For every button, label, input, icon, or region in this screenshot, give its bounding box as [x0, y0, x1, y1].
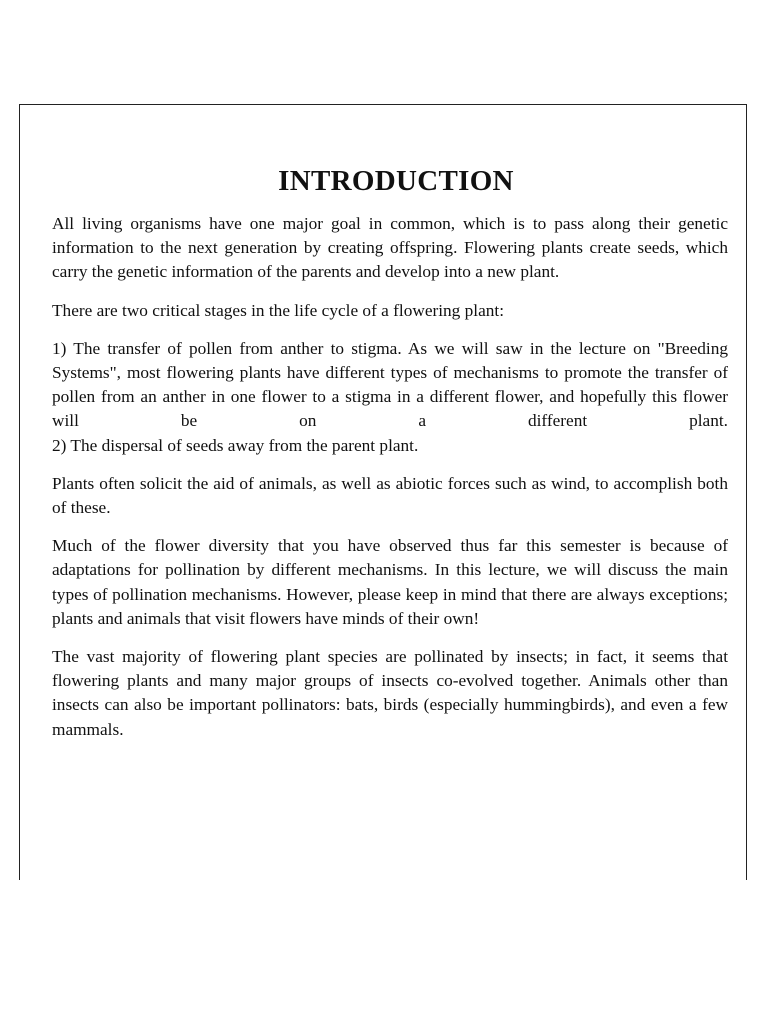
stages-list [52, 337, 728, 458]
paragraph-intro: All living organisms have one major goal in common, which is to pass along their genetic information to the next generation by creating offspring. Flowering plants create seeds, which carry the genetic information of the parents and develop into a new plant. [52, 214, 728, 282]
list-item-pollen-transfer: 1) The transfer of pollen from anther to stigma. As we will saw in the lecture on "Breeding Systems", most flowering plants have different types of mechanisms to promote the transfer of pollen from an anther in one flower to a stigma in a different flower, and hopefully this flower will be on a different plant. [52, 338, 728, 431]
paragraph-animals-aid: Plants often solicit the aid of animals, as well as abiotic forces such as wind, to accomplish both of these. [52, 473, 728, 518]
paragraph-flower-diversity: Much of the flower diversity that you have observed thus far this semester is because of adaptations for pollination by different mechanisms. In this lecture, we will discuss the main types of pollination mechanisms. However, please keep in mind that there are always exceptions; plants and animals that visit flowers have minds of their own! [52, 536, 728, 628]
paragraph-stages-lead: There are two critical stages in the life cycle of a flowering plant: [52, 300, 504, 320]
list-item-seed-dispersal: 2) The dispersal of seeds away from the parent plant. [52, 435, 419, 455]
document-body [52, 164, 728, 742]
paragraph-insect-pollination: The vast majority of flowering plant species are pollinated by insects; in fact, it seems that flowering plants and many major groups of insects co-evolved together. Animals other than insects can also be important pollinators: bats, birds (especially hummingbirds), and even a few mammals. [52, 647, 728, 739]
page-title: INTRODUCTION [278, 165, 514, 197]
